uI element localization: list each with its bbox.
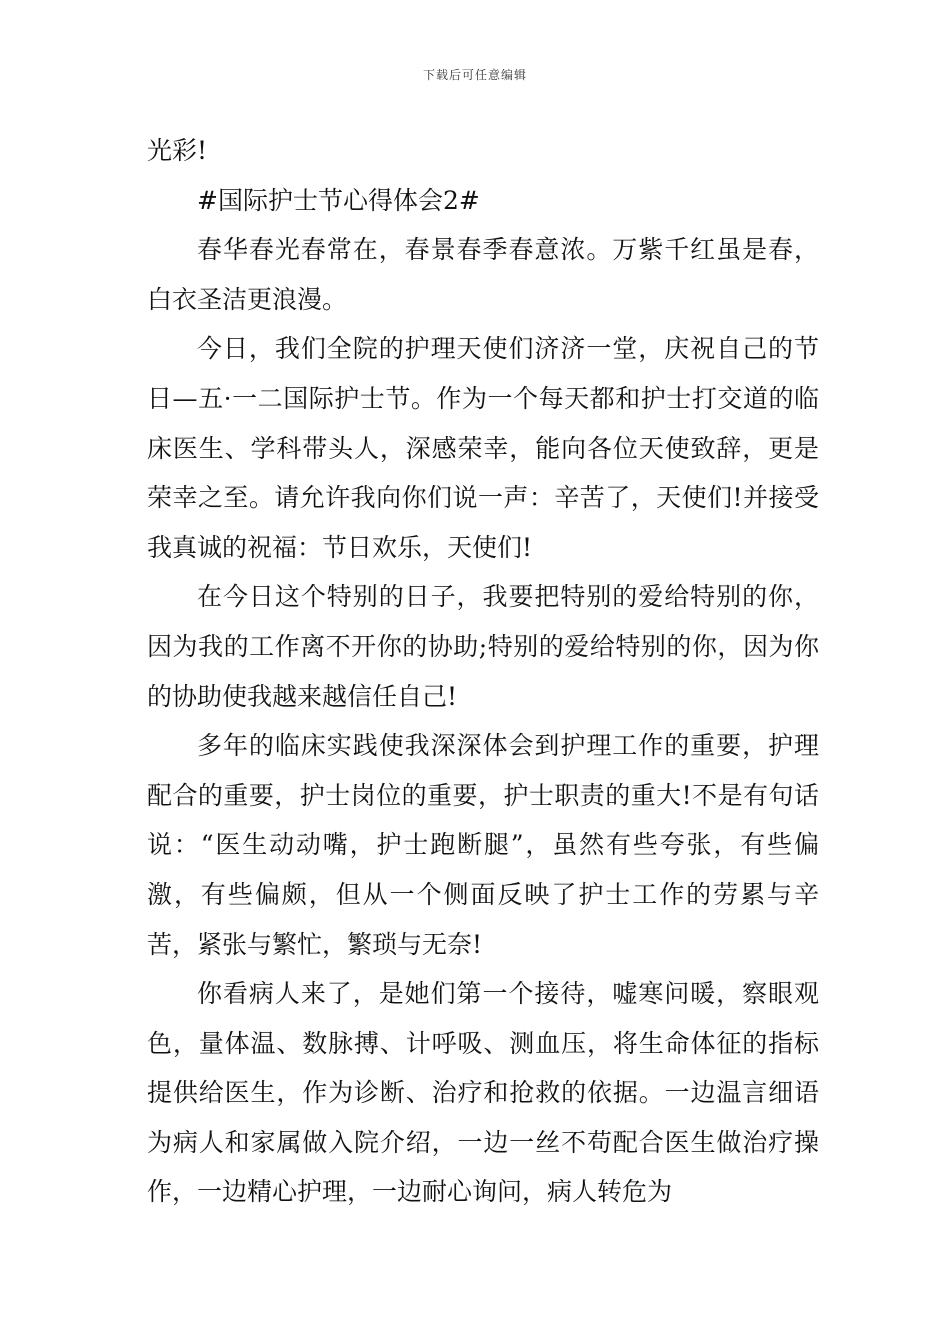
paragraph: 多年的临床实践使我深深体会到护理工作的重要，护理配合的重要，护士岗位的重要，护士职责的重大!不是有句话说：“医生动动嘴，护士跑断腿”，虽然有些夸张，有些偏激，有些偏颇，但从一个侧面反映了护士工作的劳累与辛苦，紧张与繁忙，繁琐与无奈! xyxy=(147,731,819,959)
paragraph: 你看病人来了，是她们第一个接待，嘘寒问暖，察眼观色，量体温、数脉搏、计呼吸、测血压，将生命体征的指标提供给医生，作为诊断、治疗和抢救的依据。一边温言细语为病人和家属做入院介绍，一边一丝不苟配合医生做治疗操作，一边精心护理，一边耐心询问，病人转危为 xyxy=(147,979,819,1207)
header-note: 下载后可任意编辑 xyxy=(422,68,527,82)
section-heading: #国际护士节心得体会2# xyxy=(197,185,480,215)
paragraph-continuation: 光彩! xyxy=(147,136,208,165)
paragraph: 今日，我们全院的护理天使们济济一堂，庆祝自己的节日—五·一二国际护士节。作为一个每天都和护士打交道的临床医生、学科带头人，深感荣幸，能向各位天使致辞，更是荣幸之至。请允许我向你们说一声：辛苦了，天使们!并接受我真诚的祝福：节日欢乐，天使们! xyxy=(147,334,819,562)
paragraph: 春华春光春常在，春景春季春意浓。万紫千红虽是春，白衣圣洁更浪漫。 xyxy=(147,235,819,314)
document-body xyxy=(147,126,819,1217)
paragraph: 在今日这个特别的日子，我要把特别的爱给特别的你，因为我的工作离不开你的协助;特别的爱给特别的你，因为你的协助使我越来越信任自己! xyxy=(147,582,819,711)
